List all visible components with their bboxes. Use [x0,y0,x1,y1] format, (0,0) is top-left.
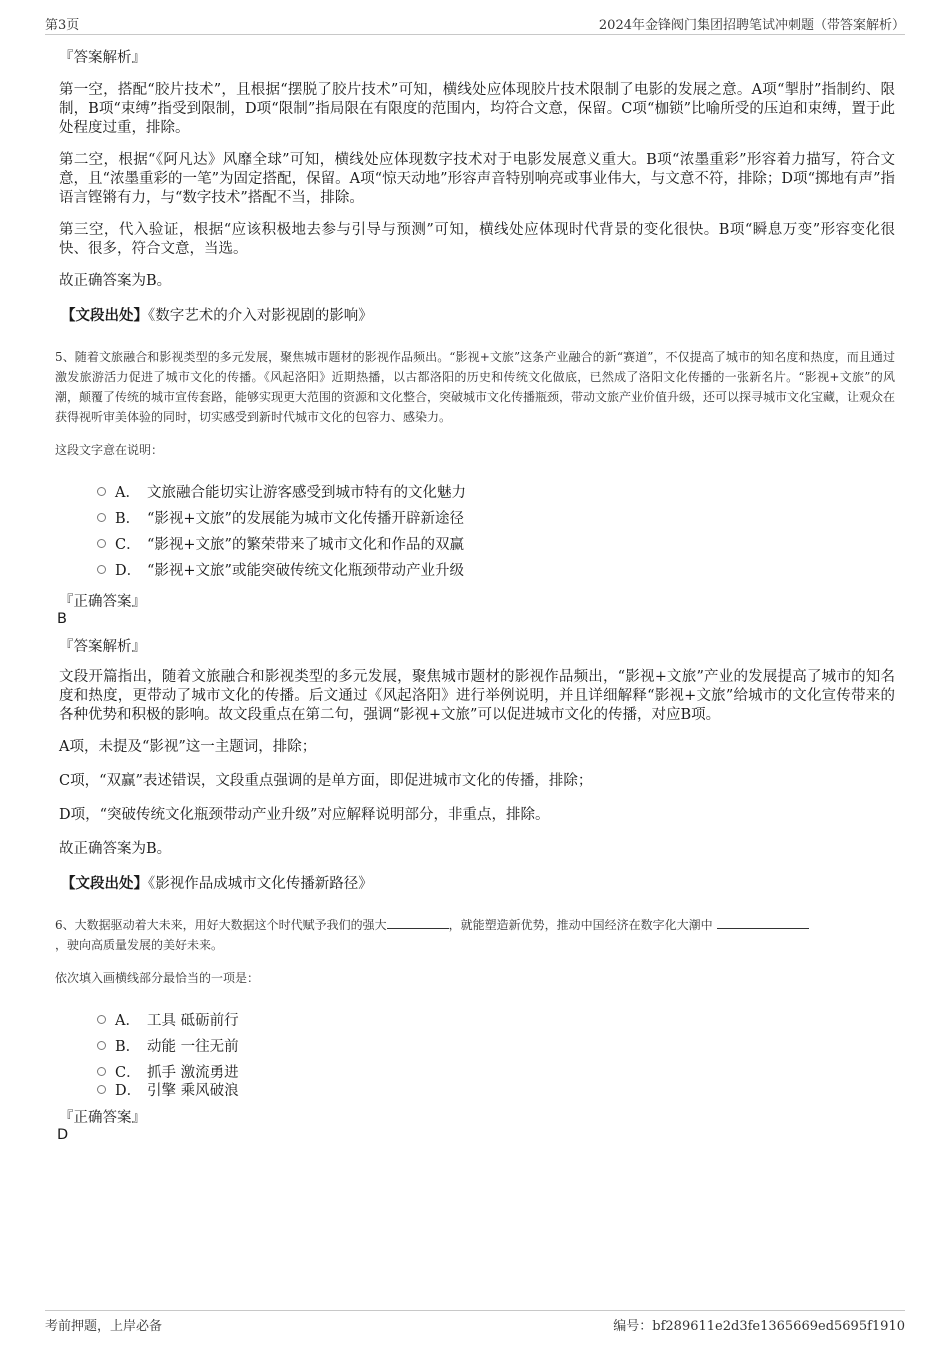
source-title: 《数字艺术的介入对影视剧的影响》 [148,308,373,324]
option-text: 工具 砥砺前行 [147,1012,239,1029]
source-title: 《影视作品成城市文化传播新路径》 [148,876,373,892]
option-a[interactable] [97,478,895,504]
analysis-paragraph: 第二空，根据“《阿凡达》风靡全球”可知，横线处应体现数字技术对于电影发展意义重大。B项“浓墨重彩”形容着力描写，符合文意，且“浓墨重彩的一笔”为固定搭配，保留。A项“惊天动地”形容声音特别响亮或事业伟大，与文意不符，排除；D项“掷地有声”指语言铿锵有力，与“数字技术”搭配不当，排除。 [59,152,895,206]
option-text: “影视+文旅”或能突破传统文化瓶颈带动产业升级 [147,562,464,579]
question-6 [55,915,895,1143]
analysis-paragraph: 文段开篇指出，随着文旅融合和影视类型的多元发展，聚焦城市题材的影视作品频出，“影视+文旅”产业的发展提高了城市的知名度和热度，更带动了城市文化的传播。后文通过《风起洛阳》进行举例说明，并且详细解释“影视+文旅”给城市的文化宣传带来的各种优势和积极的影响。故文段重点在第二句，强调“影视+文旅”可以促进城市文化的传播，对应B项。 [59,669,895,723]
question-prompt: 这段文字意在说明： [55,443,164,457]
answer-label: 『正确答案』 [59,594,146,610]
analysis-label: 『答案解析』 [59,639,146,655]
option-a[interactable] [97,1006,895,1032]
analysis-paragraph: 第三空，代入验证，根据“应该积极地去参与引导与预测”可知，横线处应体现时代背景的变化很快。B项“瞬息万变”形容变化很快、很多，符合文意，当选。 [59,222,895,257]
analysis-paragraph: 第一空，搭配“胶片技术”，且根据“摆脱了胶片技术”可知，横线处应体现胶片技术限制了电影的发展之意。A项“掣肘”指制约、限制，B项“束缚”指受到限制，D项“限制”指局限在有限度的范围内，均符合文意，保留。C项“枷锁”比喻所受的压迫和束缚，置于此处程度过重，排除。 [59,82,895,136]
source-citation [61,304,895,325]
answer-label: 『正确答案』 [59,1110,146,1126]
page-number: 第3页 [45,18,80,33]
blank-1 [387,916,449,929]
option-letter: A． [115,1012,140,1029]
radio-button[interactable] [97,513,106,522]
option-c[interactable] [97,1062,895,1080]
question-text [55,915,895,955]
analysis-conclusion: 故正确答案为B。 [59,841,172,857]
option-letter: C． [115,536,141,553]
option-text: 动能 一往无前 [147,1038,239,1055]
document-title: 2024年金锋阀门集团招聘笔试冲刺题（带答案解析） [598,18,905,33]
question-text-before: 6、大数据驱动着大未来，用好大数据这个时代赋予我们的强大 [55,918,387,932]
question-text-after: ，驶向高质量发展的美好未来。 [55,938,224,952]
option-text: “影视+文旅”的繁荣带来了城市文化和作品的双赢 [147,536,464,553]
option-text: “影视+文旅”的发展能为城市文化传播开辟新途径 [147,510,464,527]
radio-button[interactable] [97,539,106,548]
document-id: 编号：bf289611e2d3fe1365669ed5695f1910 [613,1319,905,1334]
blank-2 [717,916,809,929]
option-b[interactable] [97,1032,895,1058]
radio-button[interactable] [97,487,106,496]
question-text-middle: ，就能塑造新优势，推动中国经济在数字化大潮中 [448,918,713,932]
option-b[interactable] [97,504,895,530]
option-text: 引擎 乘风破浪 [147,1082,239,1099]
analysis-paragraph: D项，“突破传统文化瓶颈带动产业升级”对应解释说明部分，非重点，排除。 [59,807,550,823]
source-tag: 【文段出处】 [61,307,148,324]
option-letter: C． [115,1064,141,1081]
option-letter: B． [115,510,141,527]
option-letter: A． [115,484,140,501]
option-letter: D． [115,1082,142,1099]
question-5 [55,347,895,893]
footer-slogan: 考前押题，上岸必备 [45,1319,163,1334]
q4-analysis [55,46,895,325]
page-header [45,12,905,35]
analysis-conclusion: 故正确答案为B。 [59,273,172,289]
option-list [97,1006,895,1098]
analysis-paragraph: C项，“双赢”表述错误，文段重点强调的是单方面，即促进城市文化的传播，排除； [59,773,593,789]
option-d[interactable] [97,556,895,582]
option-d[interactable] [97,1080,895,1098]
option-letter: B． [115,1038,141,1055]
radio-button[interactable] [97,565,106,574]
source-tag: 【文段出处】 [61,875,148,892]
question-text: 5、随着文旅融合和影视类型的多元发展，聚焦城市题材的影视作品频出。“影视+文旅”这条产业融合的新“赛道”，不仅提高了城市的知名度和热度，而且通过激发旅游活力促进了城市文化的传播。《风起洛阳》近期热播，以古都洛阳的历史和传统文化做底，已然成了洛阳文化传播的一张新名片。“影视+文旅”的风潮，颠覆了传统的城市宣传套路，能够实现更大范围的资源和文化整合，突破城市文化传播瓶颈，带动文旅产业价值升级，还可以探寻城市文化宝藏，让观众在获得视听审美体验的同时，切实感受到新时代城市文化的包容力、感染力。 [55,350,896,424]
analysis-label: 『答案解析』 [59,50,146,66]
correct-answer: D [57,1127,69,1143]
radio-button[interactable] [97,1067,106,1076]
page-content [55,46,895,1151]
option-list [97,478,895,582]
radio-button[interactable] [97,1041,106,1050]
option-letter: D． [115,562,142,579]
option-text: 文旅融合能切实让游客感受到城市特有的文化魅力 [147,484,466,501]
question-prompt: 依次填入画横线部分最恰当的一项是： [55,971,260,985]
page-footer [45,1310,905,1335]
source-citation [61,872,895,893]
option-c[interactable] [97,530,895,556]
radio-button[interactable] [97,1085,106,1094]
correct-answer: B [57,611,67,627]
radio-button[interactable] [97,1015,106,1024]
analysis-paragraph: A项，未提及“影视”这一主题词，排除； [59,739,317,755]
option-text: 抓手 激流勇进 [147,1064,239,1081]
